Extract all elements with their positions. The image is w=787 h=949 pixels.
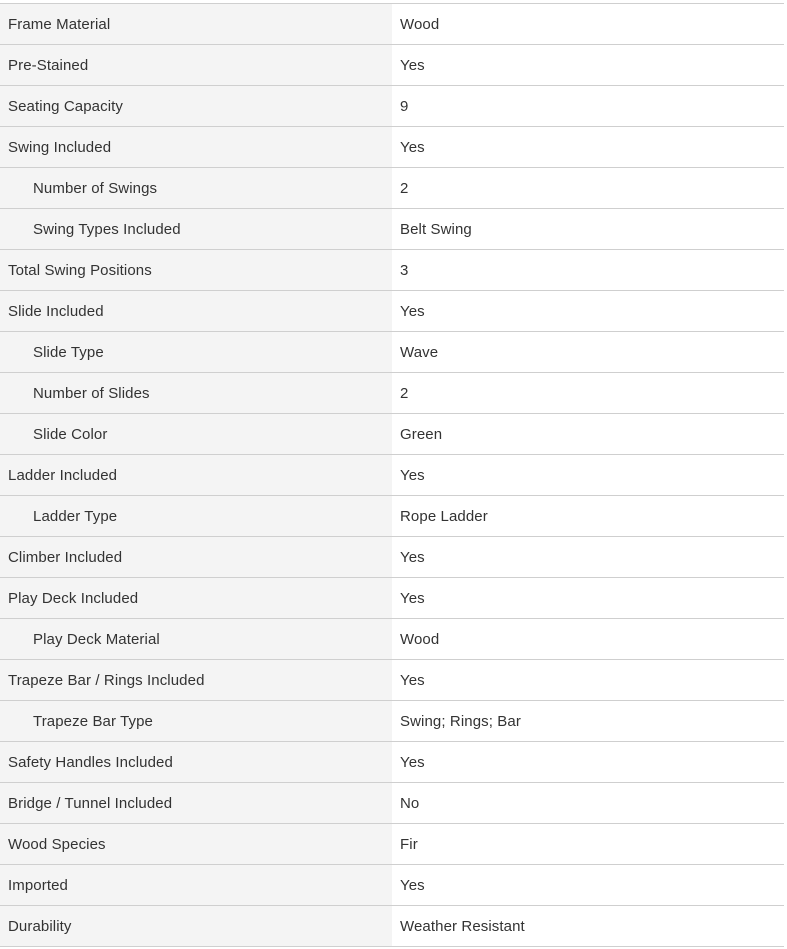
spec-value: Yes [392,291,784,331]
spec-value: Yes [392,537,784,577]
spec-row [0,742,784,783]
spec-row [0,537,784,578]
spec-label: Bridge / Tunnel Included [0,783,392,823]
spec-value: Belt Swing [392,209,784,249]
spec-row [0,414,784,455]
spec-row [0,373,784,414]
spec-label: Total Swing Positions [0,250,392,290]
spec-row [0,701,784,742]
spec-label: Number of Swings [0,168,392,208]
spec-value: Green [392,414,784,454]
spec-row [0,578,784,619]
spec-value: Yes [392,127,784,167]
spec-label: Play Deck Material [0,619,392,659]
spec-value: 3 [392,250,784,290]
spec-value: Wood [392,4,784,44]
spec-value: Yes [392,660,784,700]
spec-label: Climber Included [0,537,392,577]
spec-value: Yes [392,865,784,905]
spec-row [0,619,784,660]
spec-label: Wood Species [0,824,392,864]
spec-value: Yes [392,742,784,782]
spec-value: Wave [392,332,784,372]
spec-value: Yes [392,45,784,85]
spec-label: Ladder Included [0,455,392,495]
spec-label: Safety Handles Included [0,742,392,782]
spec-value: Yes [392,578,784,618]
spec-row [0,209,784,250]
spec-row [0,865,784,906]
spec-row [0,45,784,86]
spec-label: Trapeze Bar / Rings Included [0,660,392,700]
spec-value: Yes [392,455,784,495]
spec-value: Swing; Rings; Bar [392,701,784,741]
spec-row [0,906,784,947]
spec-row [0,250,784,291]
spec-row [0,86,784,127]
specifications-table [0,3,784,947]
spec-value: Weather Resistant [392,906,784,946]
spec-value: No [392,783,784,823]
spec-label: Frame Material [0,4,392,44]
spec-row [0,496,784,537]
spec-label: Slide Included [0,291,392,331]
spec-row [0,332,784,373]
spec-label: Durability [0,906,392,946]
spec-value: 9 [392,86,784,126]
spec-label: Number of Slides [0,373,392,413]
spec-label: Trapeze Bar Type [0,701,392,741]
spec-label: Swing Types Included [0,209,392,249]
spec-label: Slide Type [0,332,392,372]
spec-value: Rope Ladder [392,496,784,536]
spec-row [0,660,784,701]
spec-label: Pre-Stained [0,45,392,85]
spec-label: Play Deck Included [0,578,392,618]
spec-row [0,824,784,865]
spec-value: Wood [392,619,784,659]
spec-row [0,783,784,824]
spec-label: Ladder Type [0,496,392,536]
spec-value: 2 [392,168,784,208]
spec-row [0,127,784,168]
spec-label: Swing Included [0,127,392,167]
spec-label: Slide Color [0,414,392,454]
spec-row [0,455,784,496]
spec-label: Imported [0,865,392,905]
spec-row [0,4,784,45]
spec-label: Seating Capacity [0,86,392,126]
spec-row [0,291,784,332]
spec-row [0,168,784,209]
spec-value: Fir [392,824,784,864]
spec-value: 2 [392,373,784,413]
